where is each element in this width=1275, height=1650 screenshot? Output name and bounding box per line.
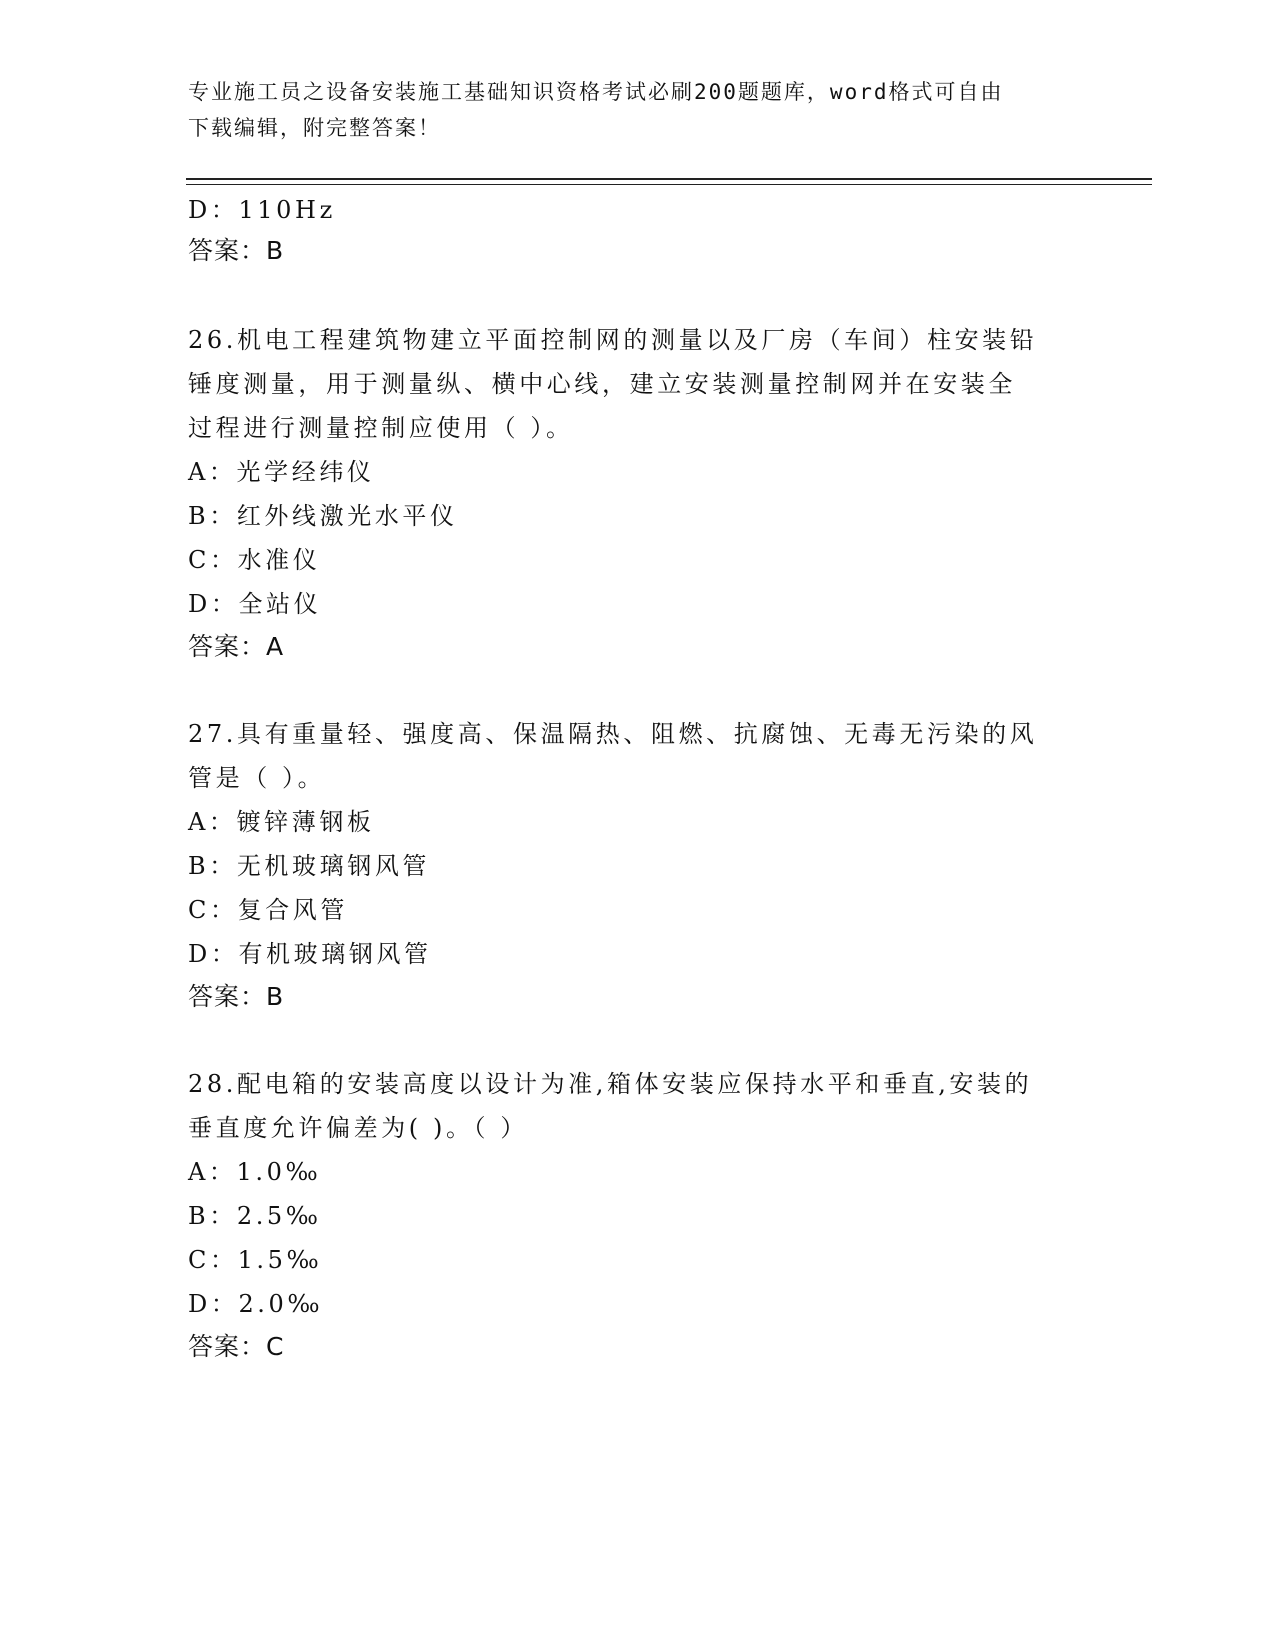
q27-option-d: D：有机玻璃钢风管 [188, 940, 432, 968]
prev-answer: 答案：B [188, 236, 285, 265]
q26-stem-line-2: 锤度测量，用于测量纵、横中心线，建立安装测量控制网并在安装全 [188, 370, 1016, 398]
header-line-1: 专业施工员之设备安装施工基础知识资格考试必刷200题题库，word格式可自由 [188, 80, 1004, 104]
q26-answer: 答案：A [188, 632, 285, 661]
q28-option-a: A：1.0‰ [188, 1158, 322, 1186]
q28-option-b: B：2.5‰ [188, 1202, 322, 1230]
q28-stem-line-2: 垂直度允许偏差为( )。（ ） [188, 1114, 528, 1142]
q28-option-d: D：2.0‰ [188, 1290, 324, 1318]
header-divider-thin [186, 184, 1152, 185]
q26-option-d: D：全站仪 [188, 590, 322, 618]
q26-option-c: C：水准仪 [188, 546, 321, 574]
q28-answer: 答案：C [188, 1332, 285, 1361]
header-line-2: 下载编辑，附完整答案！ [188, 116, 441, 140]
q28-stem-line-1: 28.配电箱的安装高度以设计为准,箱体安装应保持水平和垂直,安装的 [188, 1070, 1033, 1098]
q27-stem-line-2: 管是（ ）。 [188, 764, 326, 792]
q27-option-b: B：无机玻璃钢风管 [188, 852, 431, 880]
prev-option-d: D：110Hz [188, 196, 336, 224]
q27-option-c: C：复合风管 [188, 896, 348, 924]
q26-option-b: B：红外线激光水平仪 [188, 502, 458, 530]
q26-stem-line-1: 26.机电工程建筑物建立平面控制网的测量以及厂房（车间）柱安装铅 [188, 326, 1038, 354]
header-divider [186, 178, 1152, 180]
q26-stem-line-3: 过程进行测量控制应使用（ ）。 [188, 414, 574, 442]
page-header [188, 74, 1068, 146]
q27-answer: 答案：B [188, 982, 285, 1011]
q27-option-a: A：镀锌薄钢板 [188, 808, 375, 836]
q27-stem-line-1: 27.具有重量轻、强度高、保温隔热、阻燃、抗腐蚀、无毒无污染的风 [188, 720, 1038, 748]
q26-option-a: A：光学经纬仪 [188, 458, 375, 486]
q28-option-c: C：1.5‰ [188, 1246, 323, 1274]
